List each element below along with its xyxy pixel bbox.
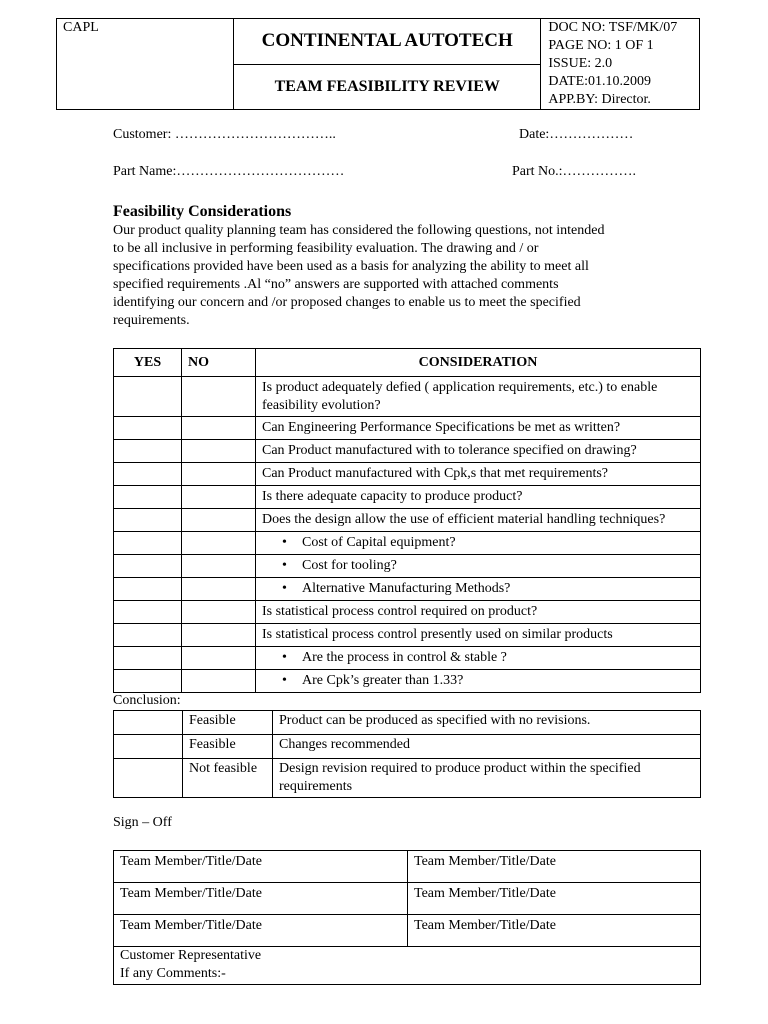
no-checkbox-cell[interactable] bbox=[182, 555, 256, 578]
consideration-text: Can Engineering Performance Specifications be met as written? bbox=[256, 417, 701, 440]
conclusion-checkbox-cell[interactable] bbox=[114, 735, 183, 759]
comments-label: If any Comments:- bbox=[120, 966, 226, 981]
consideration-bullet-text: • Alternative Manufacturing Methods? bbox=[256, 578, 701, 601]
consideration-text: Can Product manufactured with Cpk,s that met requirements? bbox=[256, 463, 701, 486]
part-name-field: Part Name:……………………………… bbox=[113, 164, 345, 179]
yes-checkbox-cell[interactable] bbox=[114, 647, 182, 670]
team-member-cell[interactable]: Team Member/Title/Date bbox=[114, 883, 408, 915]
yes-checkbox-cell[interactable] bbox=[114, 486, 182, 509]
no-column-header: NO bbox=[182, 349, 256, 377]
team-member-cell[interactable]: Team Member/Title/Date bbox=[114, 915, 408, 947]
team-member-cell[interactable]: Team Member/Title/Date bbox=[408, 883, 701, 915]
yes-checkbox-cell[interactable] bbox=[114, 440, 182, 463]
yes-checkbox-cell[interactable] bbox=[114, 601, 182, 624]
consideration-row bbox=[114, 486, 701, 509]
conclusion-description: Design revision required to produce product within the specified requirements bbox=[273, 759, 701, 798]
team-member-cell[interactable]: Team Member/Title/Date bbox=[408, 915, 701, 947]
customer-representative-cell[interactable] bbox=[114, 947, 701, 985]
conclusion-description: Product can be produced as specified with no revisions. bbox=[273, 711, 701, 735]
conclusion-checkbox-cell[interactable] bbox=[114, 711, 183, 735]
doc-date: DATE:01.10.2009 bbox=[548, 74, 652, 89]
page-number: PAGE NO: 1 OF 1 bbox=[548, 38, 654, 53]
feasibility-heading: Feasibility Considerations bbox=[113, 203, 292, 220]
document-header bbox=[56, 18, 700, 110]
yes-checkbox-cell[interactable] bbox=[114, 624, 182, 647]
yes-checkbox-cell[interactable] bbox=[114, 417, 182, 440]
conclusion-checkbox-cell[interactable] bbox=[114, 759, 183, 798]
conclusion-table bbox=[113, 710, 701, 798]
yes-column-header: YES bbox=[114, 349, 182, 377]
no-checkbox-cell[interactable] bbox=[182, 440, 256, 463]
consideration-text: Is there adequate capacity to produce product? bbox=[256, 486, 701, 509]
conclusion-row bbox=[114, 711, 701, 735]
consideration-row bbox=[114, 647, 701, 670]
consideration-bullet-text: • Cost for tooling? bbox=[256, 555, 701, 578]
issue-number: ISSUE: 2.0 bbox=[548, 56, 613, 71]
consideration-column-header: CONSIDERATION bbox=[256, 349, 701, 377]
no-checkbox-cell[interactable] bbox=[182, 601, 256, 624]
no-checkbox-cell[interactable] bbox=[182, 624, 256, 647]
conclusion-row bbox=[114, 735, 701, 759]
conclusion-status: Not feasible bbox=[183, 759, 273, 798]
no-checkbox-cell[interactable] bbox=[182, 578, 256, 601]
yes-checkbox-cell[interactable] bbox=[114, 532, 182, 555]
company-code: CAPL bbox=[57, 19, 234, 110]
conclusion-row bbox=[114, 759, 701, 798]
no-checkbox-cell[interactable] bbox=[182, 486, 256, 509]
document-info bbox=[541, 19, 700, 110]
doc-number: DOC NO: TSF/MK/07 bbox=[548, 20, 678, 35]
consideration-table bbox=[113, 348, 701, 693]
no-checkbox-cell[interactable] bbox=[182, 532, 256, 555]
paragraph-line: specifications provided have been used as a basis for analyzing the ability to meet all bbox=[113, 259, 589, 274]
consideration-row bbox=[114, 555, 701, 578]
consideration-text: Is statistical process control required on product? bbox=[256, 601, 701, 624]
no-checkbox-cell[interactable] bbox=[182, 463, 256, 486]
yes-checkbox-cell[interactable] bbox=[114, 463, 182, 486]
no-checkbox-cell[interactable] bbox=[182, 509, 256, 532]
no-checkbox-cell[interactable] bbox=[182, 647, 256, 670]
date-field: Date:……………… bbox=[519, 127, 634, 142]
company-name: CONTINENTAL AUTOTECH bbox=[234, 19, 541, 65]
consideration-row bbox=[114, 377, 701, 417]
consideration-row bbox=[114, 624, 701, 647]
consideration-row bbox=[114, 463, 701, 486]
approved-by: APP.BY: Director. bbox=[548, 92, 651, 107]
consideration-row bbox=[114, 601, 701, 624]
consideration-text: Can Product manufactured with to tolerance specified on drawing? bbox=[256, 440, 701, 463]
yes-checkbox-cell[interactable] bbox=[114, 578, 182, 601]
customer-representative-label: Customer Representative bbox=[120, 948, 262, 963]
signoff-table bbox=[113, 850, 701, 985]
conclusion-status: Feasible bbox=[183, 711, 273, 735]
yes-checkbox-cell[interactable] bbox=[114, 670, 182, 693]
consideration-row bbox=[114, 670, 701, 693]
team-member-cell[interactable]: Team Member/Title/Date bbox=[114, 851, 408, 883]
consideration-row bbox=[114, 578, 701, 601]
consideration-bullet-text: • Are the process in control & stable ? bbox=[256, 647, 701, 670]
consideration-row bbox=[114, 532, 701, 555]
consideration-row bbox=[114, 440, 701, 463]
no-checkbox-cell[interactable] bbox=[182, 417, 256, 440]
conclusion-status: Feasible bbox=[183, 735, 273, 759]
consideration-row bbox=[114, 417, 701, 440]
paragraph-line: specified requirements .Al “no” answers are supported with attached comments bbox=[113, 277, 559, 292]
consideration-row bbox=[114, 509, 701, 532]
yes-checkbox-cell[interactable] bbox=[114, 377, 182, 417]
paragraph-line: requirements. bbox=[113, 313, 190, 328]
paragraph-line: identifying our concern and /or proposed changes to enable us to meet the specified bbox=[113, 295, 581, 310]
team-member-cell[interactable]: Team Member/Title/Date bbox=[408, 851, 701, 883]
consideration-text: Is product adequately defied ( application requirements, etc.) to enable feasibility evolution? bbox=[256, 377, 701, 417]
form-title: TEAM FEASIBILITY REVIEW bbox=[234, 64, 541, 110]
conclusion-label: Conclusion: bbox=[113, 693, 181, 708]
yes-checkbox-cell[interactable] bbox=[114, 509, 182, 532]
feasibility-paragraph bbox=[113, 222, 653, 330]
consideration-text: Does the design allow the use of efficient material handling techniques? bbox=[256, 509, 701, 532]
paragraph-line: to be all inclusive in performing feasibility evaluation. The drawing and / or bbox=[113, 241, 539, 256]
consideration-bullet-text: • Are Cpk’s greater than 1.33? bbox=[256, 670, 701, 693]
customer-field: Customer: …………………………….. bbox=[113, 127, 336, 142]
paragraph-line: Our product quality planning team has considered the following questions, not intended bbox=[113, 223, 605, 238]
consideration-bullet-text: • Cost of Capital equipment? bbox=[256, 532, 701, 555]
no-checkbox-cell[interactable] bbox=[182, 670, 256, 693]
signoff-label: Sign – Off bbox=[113, 815, 172, 830]
yes-checkbox-cell[interactable] bbox=[114, 555, 182, 578]
conclusion-description: Changes recommended bbox=[273, 735, 701, 759]
no-checkbox-cell[interactable] bbox=[182, 377, 256, 417]
part-no-field: Part No.:……………. bbox=[512, 164, 637, 179]
consideration-text: Is statistical process control presently used on similar products bbox=[256, 624, 701, 647]
